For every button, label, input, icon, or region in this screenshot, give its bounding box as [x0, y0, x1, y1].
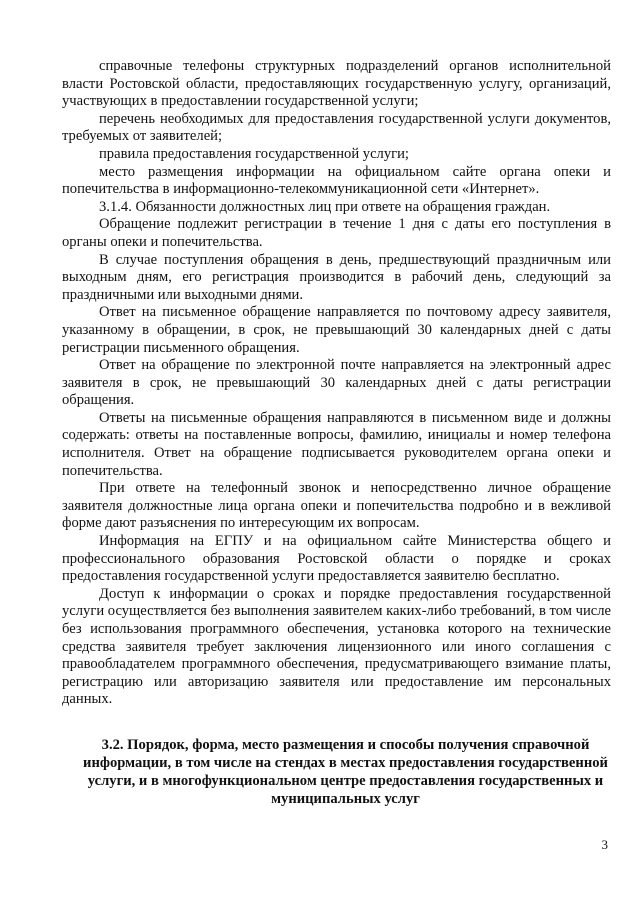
section-heading: 3.2. Порядок, форма, место размещения и способы получения справочной информации, в том числе на стендах в местах предоставления государственной услуги, и в многофункциональном центре предоставления государственных и муниципальных услуг [83, 736, 608, 807]
paragraph-3: правила предоставления государственной услуги; [99, 145, 409, 162]
paragraph-12: Информация на ЕГПУ и на официальном сайте Министерства общего и профессионального образования Ростовской области о порядке и сроках предоставления государственной услуги предоставляется заявителю бесплатно. [62, 533, 611, 585]
paragraph-4: место размещения информации на официальном сайте органа опеки и попечительства в информационно-телекоммуникационной сети «Интернет». [62, 163, 611, 198]
document-page [62, 58, 611, 808]
paragraph-5: 3.1.4. Обязанности должностных лиц при ответе на обращения граждан. [99, 198, 551, 215]
paragraph-9: Ответ на обращение по электронной почте направляется на электронный адрес заявителя в срок, не превышающий 30 календарных дней с даты регистрации обращения. [62, 357, 611, 409]
paragraph-7: В случае поступления обращения в день, предшествующий праздничным или выходным дням, его регистрация производится в рабочий день, следующий за праздничными или выходными днями. [62, 251, 611, 303]
paragraph-1: справочные телефоны структурных подразделений органов исполнительной власти Ростовской области, предоставляющих государственную услугу, организаций, участвующих в предоставлении государственной услуги; [62, 58, 611, 110]
paragraph-11: При ответе на телефонный звонок и непосредственно личное обращение заявителя должностные лица органа опеки и попечительства подробно и в вежливой форме дают разъяснения по интересующим их вопросам. [62, 480, 611, 532]
paragraph-10: Ответы на письменные обращения направляются в письменном виде и должны содержать: ответы на поставленные вопросы, фамилию, инициалы и номер телефона исполнителя. Ответ на обращение подписывается руководителем органа опеки и попечительства. [62, 409, 611, 479]
paragraph-6: Обращение подлежит регистрации в течение 1 дня с даты его поступления в органы опеки и попечительства. [62, 216, 611, 250]
paragraph-13: Доступ к информации о сроках и порядке предоставления государственной услуги осуществляется без выполнения заявителем каких-либо требований, в том числе без использования программного обеспечения, установка которого на технические средства заявителя требует заключения лицензионного или иного соглашения с правообладателем программного обеспечения, предусматривающего взимание платы, регистрацию или авторизацию заявителя или предоставление им персональных данных. [62, 585, 611, 708]
page-number: 3 [601, 837, 608, 852]
paragraph-8: Ответ на письменное обращение направляется по почтовому адресу заявителя, указанному в обращении, в срок, не превышающий 30 календарных дней с даты регистрации письменного обращения. [62, 304, 611, 356]
paragraph-2: перечень необходимых для предоставления государственной услуги документов, требуемых от заявителей; [62, 110, 611, 145]
